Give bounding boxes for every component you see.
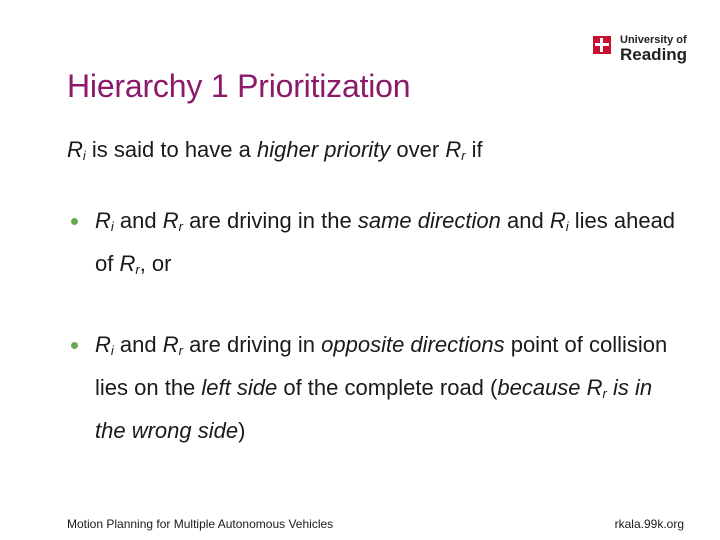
sub-r: r <box>461 148 466 163</box>
emphasis: left side <box>201 375 278 400</box>
intro-emph: higher priority <box>257 137 391 162</box>
footer-title: Motion Planning for Multiple Autonomous Vehicles <box>67 517 334 531</box>
crest-icon <box>593 36 611 54</box>
text: point of collision lies on the <box>95 332 668 400</box>
intro-statement <box>67 136 483 170</box>
text: of the complete road ( <box>277 375 498 400</box>
text: are driving in <box>182 332 322 357</box>
sub-i: i <box>82 148 86 163</box>
emphasis: opposite directions <box>321 332 505 357</box>
bullet-item-1 <box>67 202 687 288</box>
sub-r: r <box>178 219 183 234</box>
bullet-dot-icon <box>71 218 78 225</box>
intro-text3: if <box>465 137 483 162</box>
text: lies ahead of <box>95 208 676 276</box>
intro-text2: over <box>390 137 446 162</box>
text: and <box>500 208 550 233</box>
logo-line1: University of <box>620 34 687 46</box>
text: and <box>113 332 163 357</box>
sub-i: i <box>110 343 114 358</box>
sub-i: i <box>110 219 114 234</box>
sub-r: r <box>135 262 140 277</box>
text: ) <box>238 418 246 443</box>
emphasis: same direction <box>357 208 501 233</box>
var-r: R <box>119 251 136 276</box>
intro-text1: is said to have a <box>85 137 257 162</box>
sub-r: r <box>178 343 183 358</box>
bullet-item-2 <box>67 326 687 449</box>
text: and <box>113 208 163 233</box>
var-r: R <box>67 137 83 162</box>
emphasis: is in the wrong side <box>95 375 653 443</box>
university-logo <box>593 34 688 66</box>
text: , or <box>139 251 172 276</box>
bullet-list <box>67 202 687 487</box>
var-r: R <box>549 208 566 233</box>
var-r: R <box>162 208 179 233</box>
sub-r: r <box>602 386 607 401</box>
var-r: R <box>586 375 603 400</box>
footer-url: rkala.99k.org <box>614 517 684 531</box>
sub-i: i <box>565 219 569 234</box>
var-r: R <box>95 208 111 233</box>
var-r2: R <box>445 137 462 162</box>
emphasis: because <box>497 375 587 400</box>
slide-title: Hierarchy 1 Prioritization <box>67 68 411 104</box>
bullet-dot-icon <box>71 342 78 349</box>
var-r: R <box>95 332 111 357</box>
var-r: R <box>162 332 179 357</box>
logo-line2: Reading <box>620 45 688 64</box>
text: are driving in the <box>182 208 358 233</box>
